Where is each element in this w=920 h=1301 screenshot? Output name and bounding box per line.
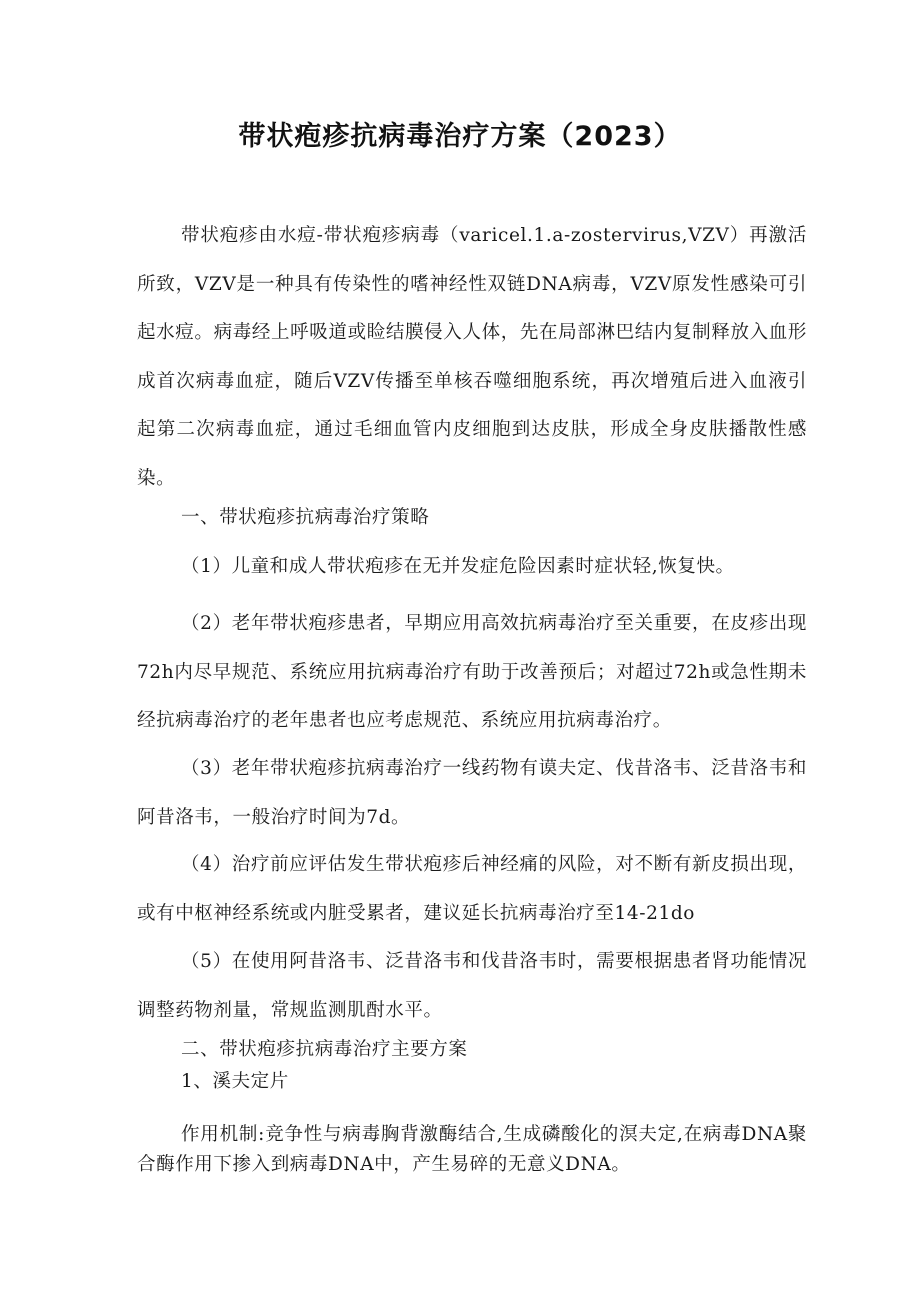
subsection-heading-drug: 1、溪夫定片 (181, 1071, 289, 1092)
strategy-item-4: （4）治疗前应评估发生带状疱疹后神经痛的风险，对不断有新皮损出现，或有中枢神经系统或内脏受累者，建议延长抗病毒治疗至14-21do (137, 854, 807, 924)
document-title: 带状疱疹抗病毒治疗方案（2023） (238, 121, 682, 152)
mechanism-paragraph: 作用机制:竞争性与病毒胸背激酶结合,生成磷酸化的溟夫定,在病毒DNA聚合酶作用下掺入到病毒DNA中，产生易碎的无意义DNA。 (137, 1124, 807, 1175)
strategy-item-2: （2）老年带状疱疹患者，早期应用高效抗病毒治疗至关重要，在皮疹出现72h内尽早规范、系统应用抗病毒治疗有助于改善预后；对超过72h或急性期未经抗病毒治疗的老年患者也应考虑规范、系统应用抗病毒治疗。 (137, 613, 807, 731)
strategy-item-1: （1）儿童和成人带状疱疹在无并发症危险因素时症状轻,恢复快。 (181, 556, 735, 577)
strategy-item-5: （5）在使用阿昔洛韦、泛昔洛韦和伐昔洛韦时，需要根据患者肾功能情况调整药物剂量，常规监测肌酎水平。 (137, 951, 807, 1021)
section-heading-regimens: 二、带状疱疹抗病毒治疗主要方案 (181, 1039, 468, 1060)
strategy-item-3: （3）老年带状疱疹抗病毒治疗一线药物有谟夫定、伐昔洛韦、泛昔洛韦和阿昔洛韦，一般治疗时间为7d。 (137, 758, 807, 828)
section-heading-strategy: 一、带状疱疹抗病毒治疗策略 (181, 507, 430, 528)
intro-paragraph: 带状疱疹由水痘-带状疱疹病毒（varicel.1.a-zostervirus,VZV）再激活所致，VZV是一种具有传染性的嗜神经性双链DNA病毒，VZV原发性感染可引起水痘。病毒经上呼吸道或睑结膜侵入人体，先在局部淋巴结内复制释放入血形成首次病毒血症，随后VZV传播至单核吞噬细胞系统，再次增殖后进入血液引起第二次病毒血症，通过毛细血管内皮细胞到达皮肤，形成全身皮肤播散性感染。 (137, 225, 807, 489)
